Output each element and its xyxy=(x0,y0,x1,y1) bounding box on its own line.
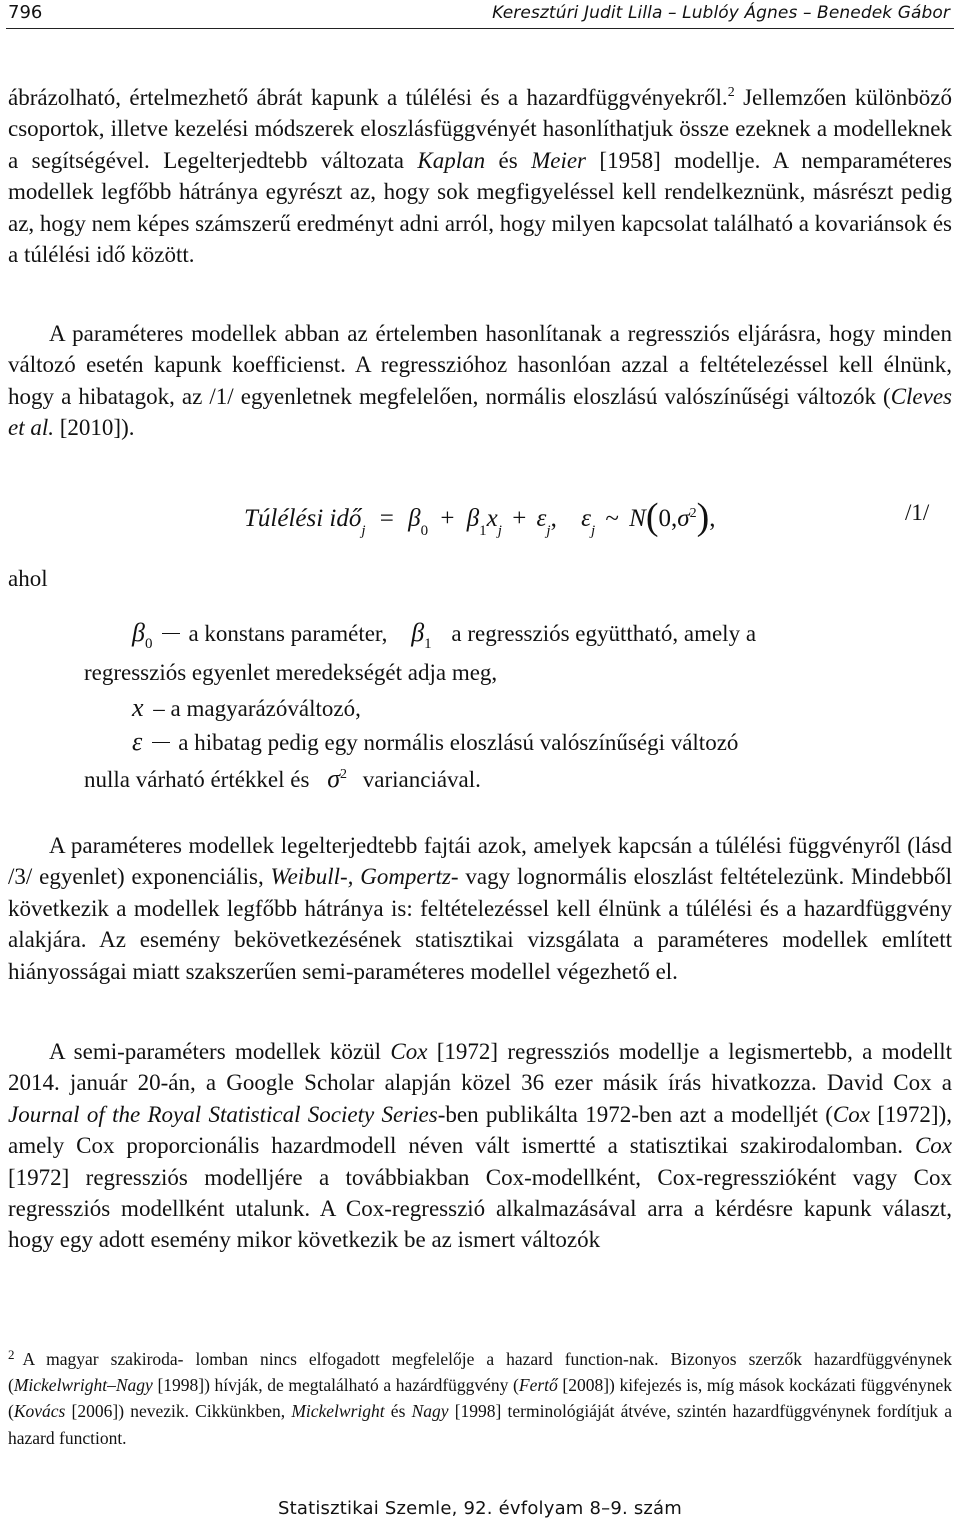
paragraph-nonparametric: ábrázolható, értelmezhető ábrát kapunk a túlélési és a hazardfüggvényekről.$^2$ Jellemzően különböző csoportok, illetve kezelési módszerek eloszlásfüggvényét hasonlíthatjuk össze ezeknek a modelleknek a segítségével. Legelterjedtebb változata Kaplan és Meier [1958] modellje. A nemparaméteres modellek legfőbb hátránya egyrészt az, hogy sok megfigyeléssel kell rendelkeznünk, másrészt pedig az, hogy nem képes számszerű eredményt adni arról, hogy milyen kapcsolat található a kovariánsok és a túlélési idő között. xyxy=(8,85,953,268)
equation-number: /1/ xyxy=(905,500,930,525)
paragraph-parametric-types: A paraméteres modellek legelterjedtebb fajtái azok, amelyek kapcsán a túlélési függvényről (lásd /3/ egyenlet) exponenciális, Weibull-, Gompertz- vagy lognormális eloszlást feltételezünk. Mindebből következik a modellek legfőbb hátránya is: feltételezéssel kell élnünk a túlélési és a hazardfüggvény alakjára. Az esemény bekövetkezésének statisztikai vizsgálata a paraméteres modellek említett hiányosságai miatt szakszerűen semi-paraméteres modellel végezhető el. xyxy=(8,833,952,984)
citation-cleves: Cleves et al. xyxy=(8,383,952,441)
definition-x: x – a magyarázóváltozó, xyxy=(132,693,361,722)
page-number: 796 xyxy=(8,2,43,23)
footnote-2: $^2$ A magyar szakiroda- lomban nincs elfogadott megfelelője a hazard function-nak. Bizonyos szerzők hazardfüggvénynek (Mickelwright–Nagy [1998]) hívják, de megtalálható a hazárdfüggvény (Fertő [2008]) kifejezés is, míg mások kockázati függvénynek (Kovács [2006]) nevezik. Cikkünkben, Mickelwright és Nagy [1998] terminológiáját átvéve, szintén hazardfüggvénynek fordítjuk a hazard functiont. xyxy=(8,1347,953,1448)
paragraph-cox: A semi-paraméters modellek közül Cox [1972] regressziós modellje a legismertebb, a modellt 2014. január 20-án, a Google Scholar alapján közel 36 ezer másik írás hivatkozza. David Cox a Journal of the Royal Statistical Society Series-ben publikálta 1972-ben azt a modelljét (Cox [1972]), amely Cox proporcionális hazardmodell néven vált ismertté a statisztikai szakirodalomban. Cox [1972] regressziós modelljére a továbbiakban Cox-modellként, Cox-regresszióként vagy Cox regressziós modellként utalunk. A Cox-regresszió alkalmazásával arra a kérdésre kapunk választ, hogy egy adott esemény mikor következik be az ismert változók xyxy=(8,1039,952,1253)
distribution-names: Weibull-, Gompertz- xyxy=(270,864,459,890)
journal-title: Journal of the Royal Statistical Society Series xyxy=(8,1101,438,1127)
definition-epsilon: ε a hibatag pedig egy normális eloszlású valószínűségi változó xyxy=(132,727,739,756)
paragraph-parametric: A paraméteres modellek abban az értelemben hasonlítanak a regressziós eljárásra, hogy minden változó esetén kapunk koefficienst. A regresszióhoz hasonlóan azzal a feltételezéssel kell élnünk, hogy a hibatagok, az /1/ egyenletnek megfelelően, normális eloszlású valószínűségi változók (Cleves et al. [2010]). xyxy=(8,321,952,441)
citation-kaplan: Kaplan xyxy=(417,147,486,173)
definition-beta-cont: regressziós egyenlet meredekségét adja meg, xyxy=(84,660,498,685)
citation-meier: Meier xyxy=(531,147,587,173)
equation-1: Túlélési idő$_j$ = $\beta_0 + \beta_1x_j + \varepsilon_j$, $\varepsilon_j$ ~ $N(0,\sigma^2)$, xyxy=(244,496,716,539)
equation-lhs: Túlélési idő xyxy=(244,505,362,532)
header-authors: Keresztúri Judit Lilla – Lublóy Ágnes – Benedek Gábor xyxy=(492,3,950,23)
ahol-label: ahol xyxy=(8,566,48,591)
running-footer: Statisztikai Szemle, 92. évfolyam 8–9. szám xyxy=(277,1498,683,1519)
running-header xyxy=(6,2,954,29)
definition-sigma: nulla várható értékkel és $\sigma^2$ varianciával. xyxy=(84,764,481,793)
footnote-ref: 2 xyxy=(727,85,735,100)
definition-beta: $\beta_0$ a konstans paraméter, $\beta_1$ a regressziós együttható, amely a xyxy=(132,618,757,652)
